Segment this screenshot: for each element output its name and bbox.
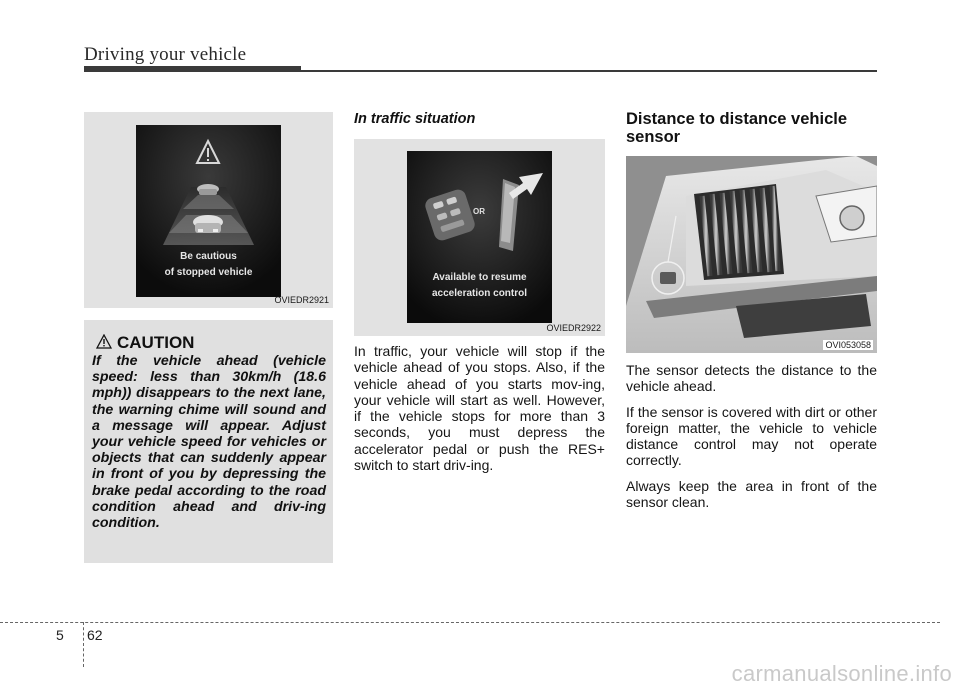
car-ahead-icon <box>197 184 219 195</box>
own-car-icon <box>193 215 223 233</box>
cluster-display <box>136 125 281 297</box>
cluster-message-line2: acceleration control <box>431 288 528 299</box>
sensor-paragraph: The sensor detects the distance to the vehicle ahead. <box>626 362 877 395</box>
figure-code: OVIEDR2922 <box>546 323 601 333</box>
cluster-message-line1: Be cautious <box>180 251 237 262</box>
figure-code: OVI053058 <box>825 340 871 350</box>
figure-resume-acceleration <box>354 139 605 336</box>
caution-title: CAUTION <box>117 333 195 352</box>
traffic-heading: In traffic situation <box>354 111 476 127</box>
caution-triangle-icon <box>96 334 112 349</box>
header-rule-thin <box>301 70 877 72</box>
traffic-body: In traffic, your vehicle will stop if the vehicle ahead of you stops. Also, if the vehicle ahead of you starts mov-ing, your vehicle will start as well. However, if the vehicle stops for more than 3 seconds, you must depress the accelerator pedal or push the RES+ switch to start driv-ing. <box>354 343 605 474</box>
footer-rule <box>0 622 940 623</box>
front-bumper-photo <box>626 156 877 353</box>
watermark: carmanualsonline.info <box>731 661 952 686</box>
page-header-title: Driving your vehicle <box>84 44 247 65</box>
caution-text: If the vehicle ahead (vehicle speed: less than 30km/h (18.6 mph)) disappears to the next lane, the warning chime will sound and a message will appear. Adjust your vehicle speed for vehicles or objects that can suddenly appear in front of you by depressing the brake pedal according to the road condition ahead and driv-ing condition. <box>92 353 326 532</box>
or-label: OR <box>473 207 485 216</box>
cluster-message-line1: Available to resume <box>432 272 527 283</box>
grille-icon <box>694 184 784 280</box>
cluster-message-line2: of stopped vehicle <box>164 267 253 278</box>
sensor-body <box>626 362 877 519</box>
section-number: 5 <box>56 627 64 643</box>
figure-stopped-vehicle <box>84 112 333 308</box>
footer-divider <box>83 622 84 667</box>
header-rule-thick <box>84 66 301 72</box>
sensor-paragraph: Always keep the area in front of the sensor clean. <box>626 477 877 511</box>
figure-code: OVIEDR2921 <box>274 295 329 305</box>
page-number: 62 <box>87 627 103 643</box>
sensor-heading: Distance to distance vehicle sensor <box>626 110 848 146</box>
cluster-display <box>407 151 552 323</box>
sensor-paragraph: If the sensor is covered with dirt or other foreign matter, the vehicle to vehicle distance control may not operate correctly. <box>626 403 877 469</box>
figure-front-sensor <box>626 156 877 353</box>
